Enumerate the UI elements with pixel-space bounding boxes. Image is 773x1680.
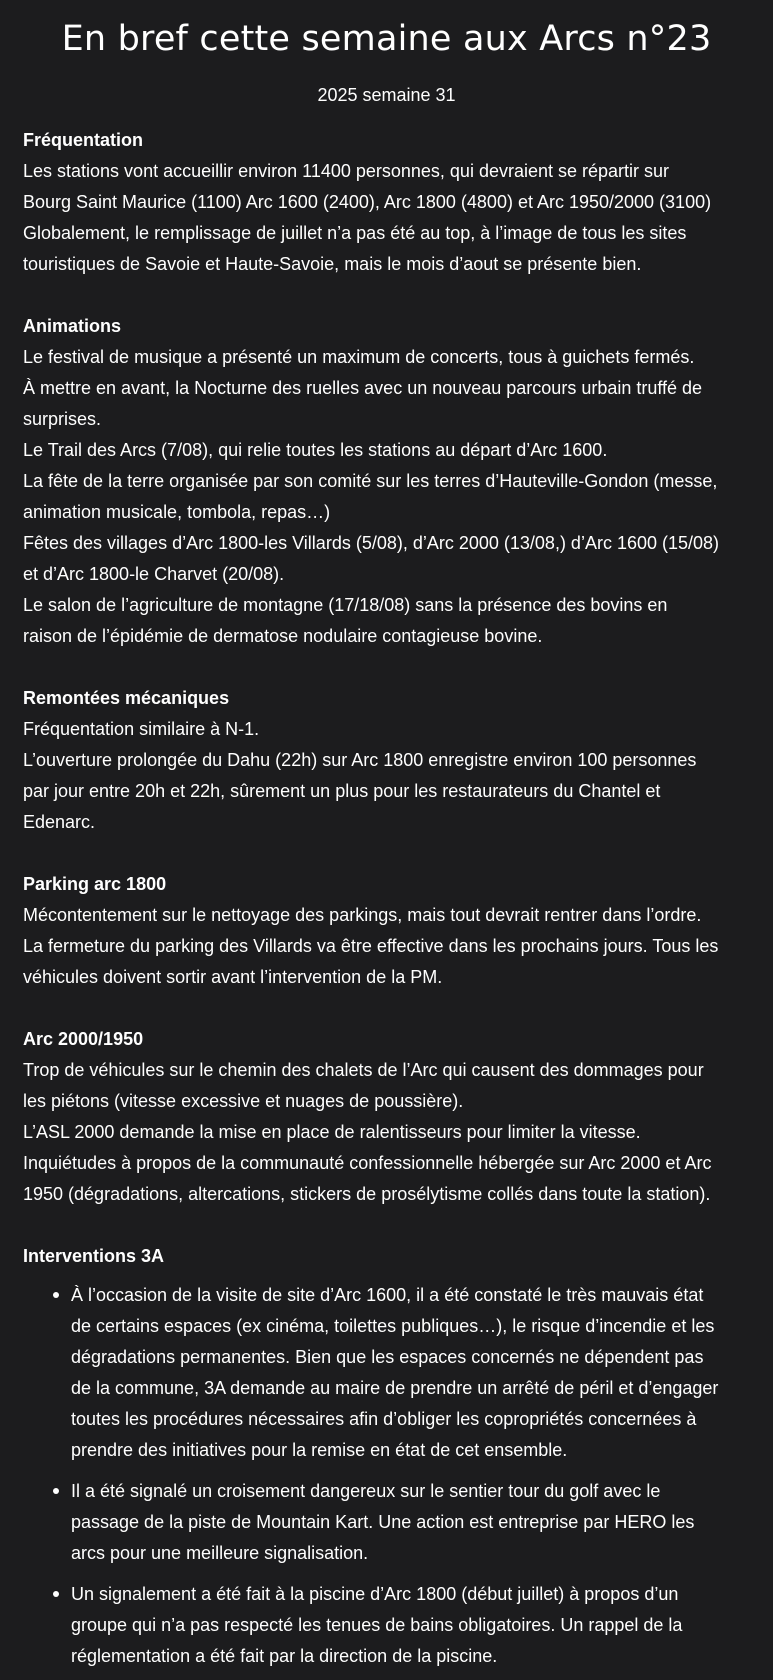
section-text: Mécontentement sur le nettoyage des parkings, mais tout devrait rentrer dans l’ordre. La fermeture du parking des Villards va être effective dans les prochains jours. Tous les véhicules doivent sortir avant l’intervention de la PM. bbox=[23, 905, 719, 987]
section-arc-2000-1950 bbox=[23, 1024, 773, 1210]
section-title: Animations bbox=[23, 316, 122, 336]
list-item-text: À l’occasion de la visite de site d’Arc 1600, il a été constaté le très mauvais état de certains espaces (ex cinéma, toilettes publiques…), le risque d’incendie et les dégradations permanentes. Bien que les espaces concernés ne dépendent pas de la commune, 3A demande au maire de prendre un arrêté de péril et d’engager toutes les procédures nécessaires afin d’obliger les copropriétés concernées à prendre des initiatives pour la remise en état de cet ensemble. bbox=[71, 1285, 719, 1460]
section-text: Le festival de musique a présenté un maximum de concerts, tous à guichets fermés. À mettre en avant, la Nocturne des ruelles avec un nouveau parcours urbain truffé de surprises. Le Trail des Arcs (7/08), qui relie toutes les stations au départ d’Arc 1600. La fête de la terre organisée par son comité sur les terres d’Hauteville-Gondon (messe, animation musicale, tombola, repas…) Fêtes des villages d’Arc 1800-les Villards (5/08), d’Arc 2000 (13/08,) d’Arc 1600 (15/08) et d’Arc 1800-le Charvet (20/08). Le salon de l’agriculture de montagne (17/18/08) sans la présence des bovins en raison de l’épidémie de dermatose nodulaire contagieuse bovine. bbox=[23, 347, 720, 646]
section-text: Les stations vont accueillir environ 11400 personnes, qui devraient se répartir sur Bourg Saint Maurice (1100) Arc 1600 (2400), Arc 1800 (4800) et Arc 1950/2000 (3100) Globalement, le remplissage de juillet n’a pas été au top, à l’image de tous les sites touristiques de Savoie et Haute-Savoie, mais le mois d’aout se présente bien. bbox=[23, 161, 712, 274]
section-title: Parking arc 1800 bbox=[23, 874, 167, 894]
section-parking-arc-1800 bbox=[23, 869, 773, 993]
page-title: En bref cette semaine aux Arcs n°23 bbox=[61, 19, 712, 59]
section-title: Interventions 3A bbox=[23, 1246, 165, 1266]
page-subtitle: 2025 semaine 31 bbox=[317, 85, 456, 105]
section-remontees-mecaniques bbox=[23, 683, 773, 838]
section-title: Remontées mécaniques bbox=[23, 688, 230, 708]
section-animations bbox=[23, 311, 773, 652]
list-item bbox=[23, 1280, 773, 1466]
bullet-icon bbox=[53, 1292, 59, 1298]
list-item-text: Un signalement a été fait à la piscine d’Arc 1800 (début juillet) à propos d’un groupe qui n’a pas respecté les tenues de bains obligatoires. Un rappel de la réglementation a été fait par la direction de la piscine. bbox=[71, 1584, 683, 1666]
list-item-text: Il a été signalé un croisement dangereux sur le sentier tour du golf avec le passage de la piste de Mountain Kart. Une action est entreprise par HERO les arcs pour une meilleure signalisation. bbox=[71, 1481, 695, 1563]
bullet-icon bbox=[53, 1591, 59, 1597]
interventions-list bbox=[23, 1280, 773, 1672]
section-title: Fréquentation bbox=[23, 130, 143, 150]
section-frequentation bbox=[23, 125, 773, 280]
bullet-icon bbox=[53, 1488, 59, 1494]
section-text: Fréquentation similaire à N-1. L’ouverture prolongée du Dahu (22h) sur Arc 1800 enregistre environ 100 personnes par jour entre 20h et 22h, sûrement un plus pour les restaurateurs du Chantel et Edenarc. bbox=[23, 719, 697, 832]
list-item bbox=[23, 1476, 773, 1569]
section-title: Arc 2000/1950 bbox=[23, 1029, 144, 1049]
section-interventions-3a bbox=[23, 1241, 773, 1672]
section-text: Trop de véhicules sur le chemin des chalets de l’Arc qui causent des dommages pour les piétons (vitesse excessive et nuages de poussière). L’ASL 2000 demande la mise en place de ralentisseurs pour limiter la vitesse. Inquiétudes à propos de la communauté confessionnelle hébergée sur Arc 2000 et Arc 1950 (dégradations, altercations, stickers de prosélytisme collés dans toute la station). bbox=[23, 1060, 712, 1204]
list-item bbox=[23, 1579, 773, 1672]
